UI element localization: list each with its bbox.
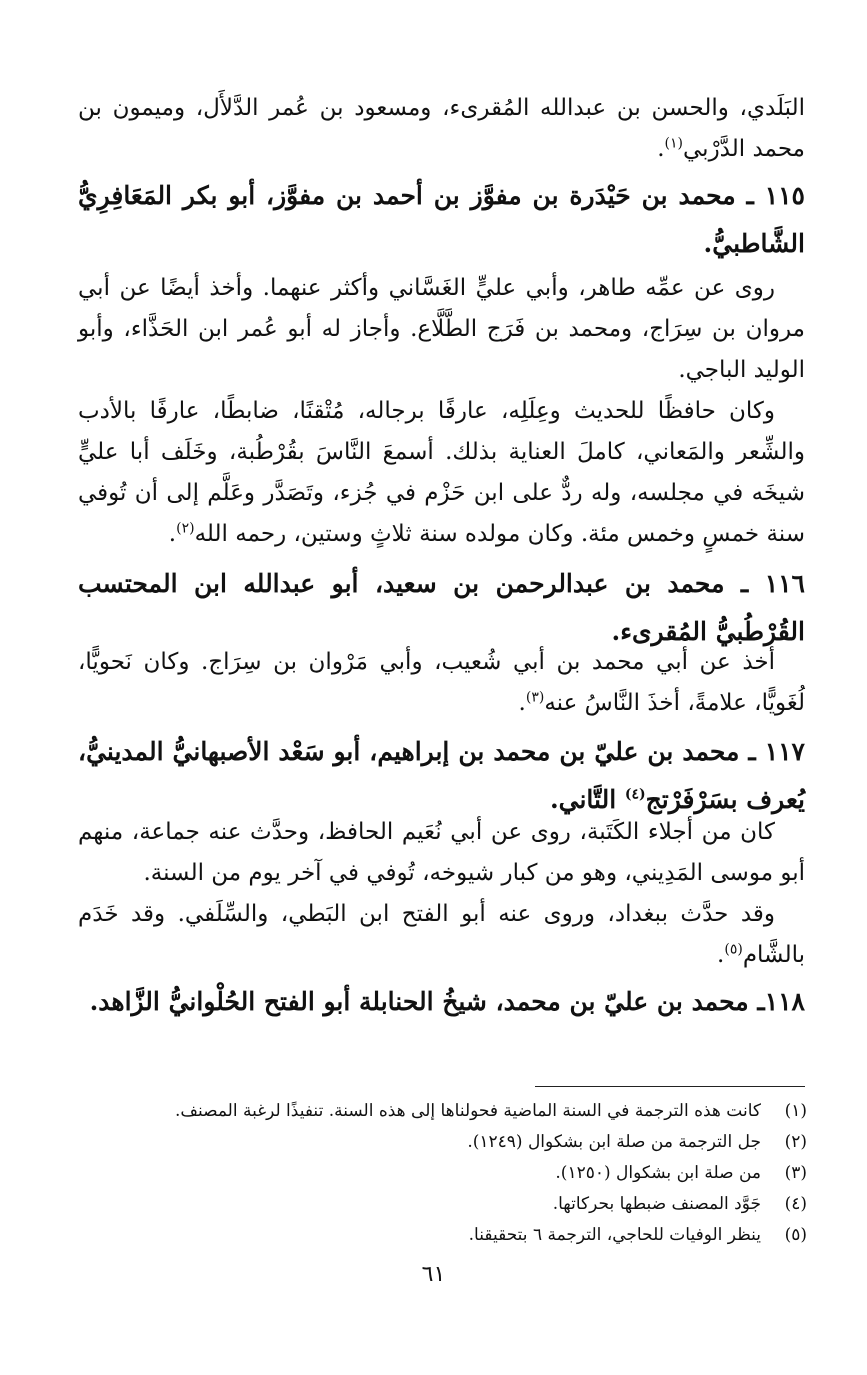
page-number: ٦١ — [421, 1262, 446, 1287]
paragraph-continuation: البَلَدي، والحسن بن عبدالله المُقرىء، ومسعود بن عُمر الدَّلأَل، وميمون بن محمد الدَّرْبي$^{(١)}$. — [78, 95, 805, 162]
footnote-item — [78, 1189, 807, 1220]
footnote-separator — [535, 1086, 805, 1087]
paragraph-117-baghdad: وقد حدَّث ببغداد، وروى عنه أبو الفتح ابن البَطي، والسِّلَفي. وقد خَدَم بالشَّام$^{(٥)}$. — [78, 901, 805, 968]
paragraph-115-teachers: روى عن عمِّه طاهر، وأبي عليٍّ الغَسَّاني وأكثر عنهما. وأخذ أيضًا عن أبي مروان بن سِرَاج، ومحمد بن فَرَج الطَّلَّاع. وأجاز له أبو عُمر ابن الحَذَّاء، وأبو الوليد الباجي. — [78, 275, 805, 383]
footnote-ref-3: (٣) — [525, 689, 545, 706]
footnote-item — [78, 1158, 807, 1189]
entry-heading-118: ١١٨ـ محمد بن عليّ بن محمد، شيخُ الحنابلة أبو الفتح الحُلْوانيُّ الزَّاهد. — [89, 987, 805, 1016]
footnote-item — [78, 1127, 807, 1158]
footnote-ref-4: (٤) — [624, 786, 646, 803]
footnote-text: من صلة ابن بشكوال (١٢٥٠). — [555, 1163, 761, 1183]
footnote-item — [78, 1096, 807, 1127]
footnote-item — [78, 1220, 807, 1251]
footnote-text: ينظر الوفيات للحاجي، الترجمة ٦ بتحقيقنا. — [468, 1225, 761, 1245]
entry-heading-117: ١١٧ ـ محمد بن عليّ بن محمد بن إبراهيم، أبو سَعْد الأصبهانيُّ المدينيُّ، يُعرف بسَرْفَرْتج$^{(٤)}$ التَّاني. — [78, 737, 805, 814]
paragraph-115-biography: وكان حافظًا للحديث وعِلَلِه، عارفًا برجاله، مُتْقنًا، ضابطًا، عارفًا بالأدب والشِّعر والمَعاني، كاملَ العناية بذلك. أسمعَ النَّاسَ بقُرْطُبة، وخَلَف أبا عليٍّ شيخَه في مجلسه، وله ردٌّ على ابن حَزْم في جُزء، وتَصَدَّر وعَلَّم إلى أن تُوفي سنة خمسٍ وخمس مئة. وكان مولده سنة ثلاثٍ وستين، رحمه الله$^{(٢)}$. — [78, 398, 805, 547]
footnote-number: (٤) — [784, 1194, 807, 1214]
footnote-number: (٣) — [784, 1163, 807, 1183]
entry-heading-116: ١١٦ ـ محمد بن عبدالرحمن بن سعيد، أبو عبدالله ابن المحتسب القُرْطُبيُّ المُقرىء. — [78, 569, 805, 646]
footnote-text: جل الترجمة من صلة ابن بشكوال (١٢٤٩). — [467, 1132, 761, 1152]
footnote-number: (٥) — [784, 1225, 807, 1245]
footnote-ref-1: (١) — [664, 135, 683, 152]
footnote-ref-2: (٢) — [176, 520, 195, 537]
footnote-number: (١) — [784, 1101, 807, 1121]
paragraph-116: أخذ عن أبي محمد بن أبي شُعيب، وأبي مَرْوان بن سِرَاج. وكان نَحويًّا، لُغَويًّا، علامةً، أخذَ النَّاسُ عنه$^{(٣)}$. — [78, 649, 805, 716]
footnote-text: كانت هذه الترجمة في السنة الماضية فحولناها إلى هذه السنة. تنفيذًا لرغبة المصنف. — [174, 1101, 761, 1121]
footnotes-list — [78, 1096, 807, 1251]
footnote-number: (٢) — [784, 1132, 807, 1152]
footnote-ref-5: (٥) — [724, 941, 743, 958]
entry-heading-115: ١١٥ ـ محمد بن حَيْدَرة بن مفوَّز بن أحمد بن مفوَّز، أبو بكر المَعَافِرِيُّ الشَّاطبيُّ. — [78, 181, 805, 258]
footnote-text: جَوَّد المصنف ضبطها بحركاتها. — [552, 1194, 761, 1214]
paragraph-117-teachers: كان من أجلاء الكَتَبة، روى عن أبي نُعَيم الحافظ، وحدَّث عنه جماعة، منهم أبو موسى المَدِيني، وهو من كبار شيوخه، تُوفي في آخر يوم من السنة. — [78, 819, 805, 886]
